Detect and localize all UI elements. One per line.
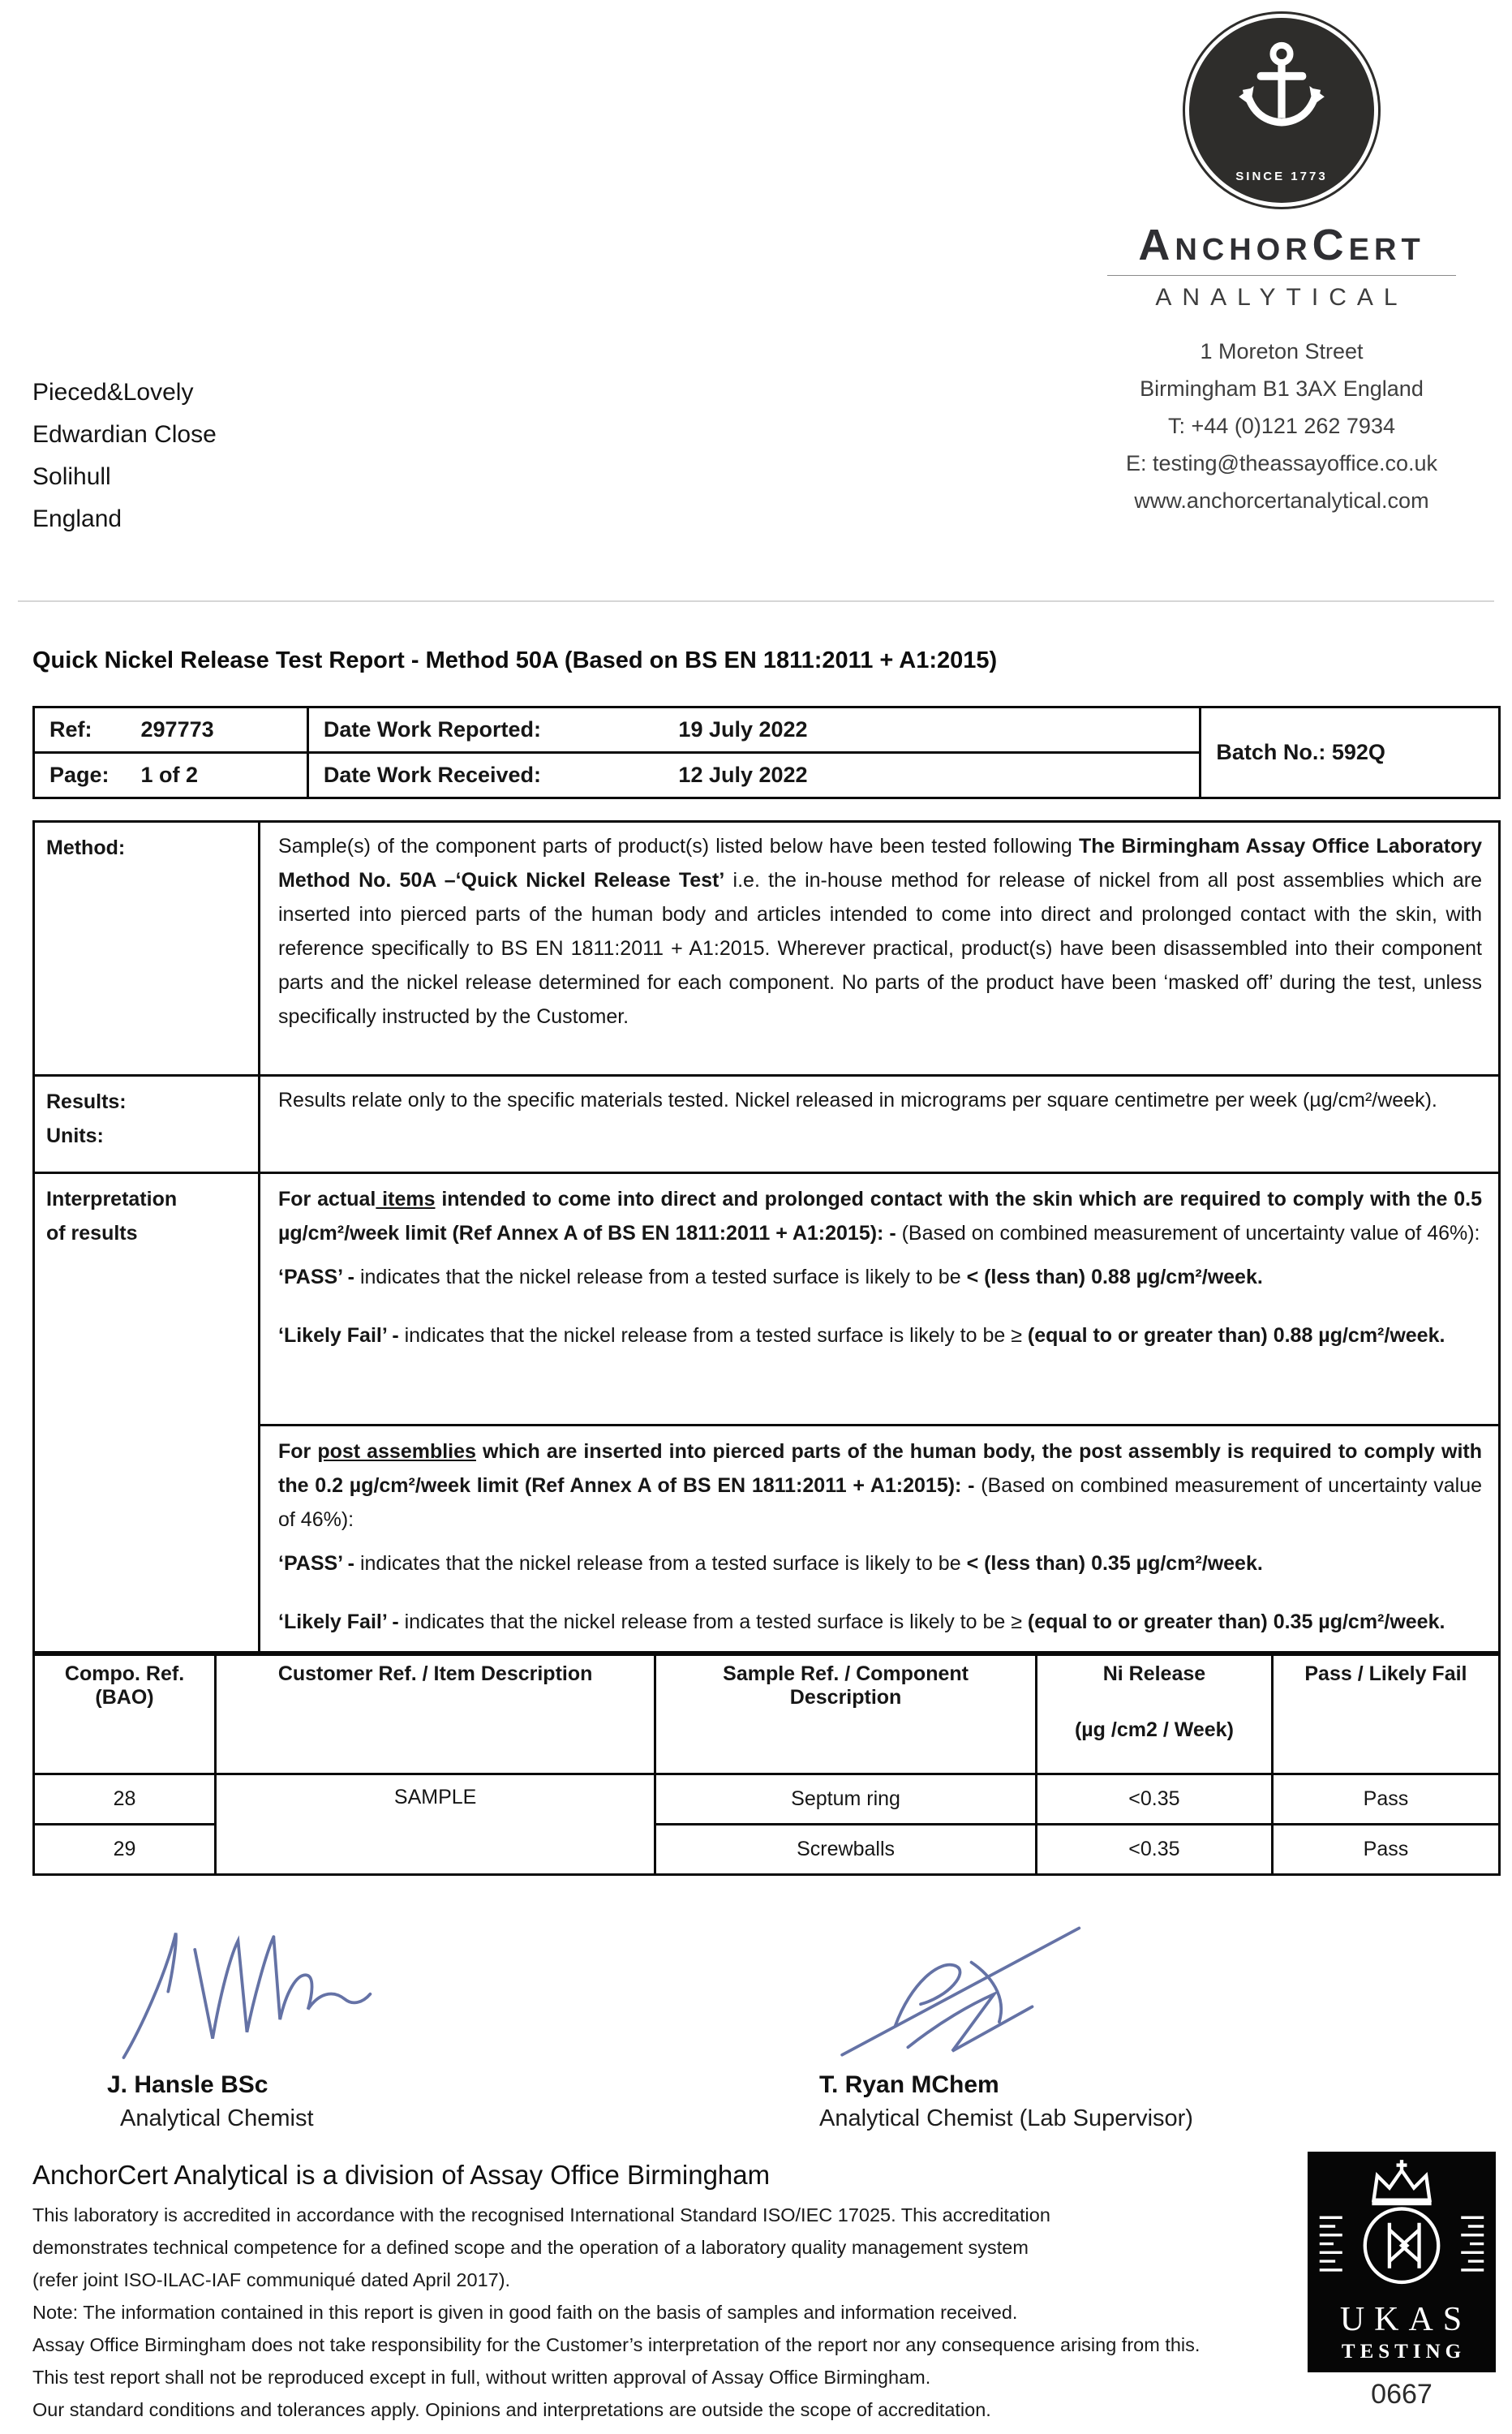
- lab-address-line: Birmingham B1 3AX England: [1140, 376, 1424, 401]
- compo-ref-cell: 29: [34, 1825, 216, 1875]
- interpretation-block-items: [260, 1174, 1498, 1424]
- result-cell: Pass: [1272, 1825, 1499, 1875]
- text-run: < (less than) 0.35 µg/cm²/week.: [966, 1552, 1263, 1575]
- method-table: [32, 820, 1501, 1653]
- header-line: Customer Ref. / Item Description: [277, 1662, 593, 1685]
- table-row: [34, 707, 1500, 753]
- column-header-compo-ref: [34, 1655, 216, 1774]
- text-run: indicates that the nickel release from a tested surface is likely to be ≥: [404, 1610, 1028, 1633]
- lab-address-email: E: testing@theassayoffice.co.uk: [1125, 450, 1438, 475]
- text-run: indicates that the nickel release from a tested surface is likely to be ≥: [404, 1324, 1028, 1347]
- footer-line: Assay Office Birmingham does not take responsibility for the Customer’s interpretation of the report nor any consequence arising from this.: [32, 2334, 1201, 2355]
- text-run: < (less than) 0.88 µg/cm²/week.: [966, 1266, 1263, 1288]
- signatory-name: J. Hansle BSc: [107, 2071, 268, 2098]
- ukas-crown-emblem-icon: [1314, 2158, 1489, 2294]
- text-run: indicates that the nickel release from a tested surface is likely to be: [359, 1552, 967, 1575]
- results-units-row: [35, 1074, 1498, 1172]
- interpretation-content: [260, 1174, 1498, 1651]
- posts-fail-definition: [278, 1605, 1482, 1639]
- tables-region: [32, 706, 1501, 1876]
- brand-subtitle: ANALYTICAL: [1155, 283, 1408, 311]
- signatory-name: T. Ryan MChem: [819, 2071, 999, 2098]
- company-logo-block: [1102, 11, 1462, 519]
- date-received-label: Date Work Received:: [323, 763, 542, 787]
- footer-line: Note: The information contained in this report is given in good faith on the basis of samples and information received.: [32, 2302, 1018, 2323]
- brand-name: AnchorCert: [1138, 221, 1425, 269]
- items-pass-definition: [278, 1260, 1482, 1294]
- ukas-wordmark: UKAS: [1339, 2301, 1472, 2338]
- text-run: which are inserted into pierced parts of the human body, the post assembly is required to comply with the 0.2 µg/cm²/week limit (Ref Annex A of BS EN 1811:2011 + A1:2015): -: [278, 1440, 1483, 1497]
- footer-line: (refer joint ISO-ILAC-IAF communiqué dated April 2017).: [32, 2269, 511, 2290]
- page-label: Page:: [49, 763, 110, 787]
- lab-address-line: 1 Moreton Street: [1200, 338, 1364, 363]
- interpretation-block-posts: [260, 1424, 1498, 1651]
- page-title: Quick Nickel Release Test Report - Method 50A (Based on BS EN 1811:2011 + A1:2015): [32, 647, 998, 673]
- results-header-row: [34, 1655, 1500, 1774]
- footer-line: Our standard conditions and tolerances apply. Opinions and interpretations are outside the scope of accreditation.: [32, 2399, 991, 2420]
- reference-table: [32, 706, 1501, 799]
- table-row: [34, 1774, 1500, 1825]
- column-header-ni-release: [1036, 1655, 1272, 1774]
- anchor-icon: [1228, 36, 1335, 143]
- text-run: For actual: [278, 1188, 376, 1211]
- text-run: (equal to or greater than) 0.88 µg/cm²/week.: [1027, 1324, 1445, 1347]
- ukas-accreditation-number: 0667: [1371, 2379, 1433, 2410]
- signature-block-right: [819, 1905, 1225, 2132]
- compo-ref-cell: 28: [34, 1774, 216, 1825]
- interpretation-row: [35, 1172, 1498, 1651]
- posts-pass-definition: [278, 1546, 1482, 1580]
- header-line: Sample Ref. / Component: [723, 1662, 969, 1685]
- customer-address-line: England: [32, 505, 122, 532]
- footer-line: This laboratory is accredited in accordance with the recognised International Standard ISO/IEC 17025. This accreditation: [32, 2204, 1050, 2225]
- text-run: indicates that the nickel release from a tested surface is likely to be: [359, 1266, 967, 1288]
- brand-divider: [1107, 275, 1456, 276]
- units-label: Units:: [46, 1125, 104, 1147]
- column-header-pass-fail: [1272, 1655, 1499, 1774]
- header-unit-line: (µg /cm2 / Week): [1074, 1718, 1234, 1741]
- lab-address-block: [1102, 333, 1462, 519]
- text-run-underlined: post assemblies: [317, 1440, 476, 1463]
- result-cell: Pass: [1272, 1774, 1499, 1825]
- text-run: (equal to or greater than) 0.35 µg/cm²/week.: [1027, 1610, 1445, 1633]
- signature-jhansle: [96, 1905, 477, 2064]
- header-line: Pass / Likely Fail: [1304, 1662, 1467, 1685]
- header-divider: [18, 600, 1494, 602]
- text-run: ‘PASS’ -: [278, 1266, 360, 1288]
- column-header-customer-ref: [216, 1655, 655, 1774]
- logo-circle: [1189, 18, 1374, 203]
- signature-tryan: [819, 1905, 1225, 2064]
- header-text: [40, 1662, 209, 1766]
- ukas-logo-box: [1308, 2152, 1496, 2372]
- ni-release-cell: <0.35: [1036, 1825, 1272, 1875]
- signatory-title: Analytical Chemist (Lab Supervisor): [819, 2105, 1193, 2131]
- text-run: intended to come into direct and prolonged contact with the skin which are required to comply with the 0.5 µg/cm²/week limit (Ref Annex A of BS EN 1811:2011 + A1:2015): -: [278, 1188, 1482, 1245]
- logo-since-text: SINCE 1773: [1235, 170, 1328, 183]
- results-units-text: Results relate only to the specific materials tested. Nickel released in micrograms per square centimetre per week (µg/cm²/week).: [278, 1089, 1437, 1112]
- method-text-regular: Sample(s) of the component parts of product(s) listed below have been tested following: [278, 835, 1079, 858]
- method-text-bold: The Birmingham Assay Office Laboratory Method No. 50A –‘Quick Nickel Release Test’: [278, 835, 1482, 892]
- interpretation-label-line: Interpretation: [46, 1188, 178, 1211]
- customer-ref-cell: SAMPLE: [216, 1774, 655, 1875]
- footer-block: [32, 2160, 1298, 2426]
- items-fail-definition: [278, 1318, 1482, 1352]
- items-rule-intro: [278, 1182, 1482, 1250]
- footer-line: demonstrates technical competence for a defined scope and the operation of a laboratory quality management system: [32, 2237, 1029, 2258]
- text-run: ‘Likely Fail’ -: [278, 1324, 405, 1347]
- header-line: (BAO): [95, 1686, 154, 1709]
- date-reported-label: Date Work Reported:: [323, 717, 541, 742]
- signature-block-left: [96, 1905, 477, 2132]
- text-run-underlined: items: [376, 1188, 436, 1211]
- sample-ref-cell: Septum ring: [655, 1774, 1037, 1825]
- text-run: ‘Likely Fail’ -: [278, 1610, 405, 1633]
- text-run: For: [278, 1440, 318, 1463]
- customer-address-line: Solihull: [32, 463, 111, 490]
- customer-name: Pieced&Lovely: [32, 379, 194, 406]
- date-reported-value: 19 July 2022: [678, 717, 808, 742]
- ref-value: 297773: [140, 717, 214, 742]
- logo-outer-ring: [1183, 11, 1381, 209]
- results-units-label: [35, 1077, 260, 1172]
- method-label: Method:: [35, 823, 260, 1074]
- method-text: [260, 823, 1498, 1074]
- column-header-sample-ref: [655, 1655, 1037, 1774]
- interpretation-label-line: of results: [46, 1222, 138, 1245]
- text-run: (Based on combined measurement of uncertainty value of 46%):: [278, 1474, 1482, 1531]
- header-line: Compo. Ref.: [64, 1662, 185, 1685]
- interpretation-label: [35, 1174, 260, 1651]
- results-label: Results:: [46, 1090, 127, 1113]
- ni-release-cell: <0.35: [1036, 1774, 1272, 1825]
- customer-address-line: Edwardian Close: [32, 421, 217, 448]
- results-table: [32, 1653, 1501, 1876]
- date-received-value: 12 July 2022: [678, 763, 808, 787]
- ukas-accreditation-mark: [1308, 2152, 1496, 2410]
- posts-rule-intro: [278, 1434, 1482, 1537]
- ref-label: Ref:: [49, 717, 92, 742]
- customer-address-block: [32, 372, 217, 540]
- lab-address-phone: T: +44 (0)121 262 7934: [1168, 413, 1395, 438]
- footer-heading: AnchorCert Analytical is a division of Assay Office Birmingham: [32, 2160, 771, 2190]
- page-value: 1 of 2: [140, 763, 199, 787]
- method-row: [35, 823, 1498, 1074]
- signatory-title: Analytical Chemist: [120, 2105, 314, 2131]
- footer-line: This test report shall not be reproduced except in full, without written approval of Assay Office Birmingham.: [32, 2367, 931, 2388]
- sample-ref-cell: Screwballs: [655, 1825, 1037, 1875]
- ukas-testing-label: TESTING: [1341, 2341, 1467, 2363]
- text-run: (Based on combined measurement of uncertainty value of 46%):: [901, 1222, 1480, 1245]
- header-line: Description: [789, 1686, 902, 1709]
- text-run: ‘PASS’ -: [278, 1552, 360, 1575]
- batch-number: Batch No.: 592Q: [1201, 707, 1500, 798]
- header-line: Ni Release: [1102, 1662, 1206, 1685]
- lab-address-website: www.anchorcertanalytical.com: [1134, 488, 1429, 513]
- method-text-regular: i.e. the in-house method for release of nickel from all post assemblies which are inserted into pierced parts of the human body and articles intended to come into direct and prolonged contact with the skin, with reference specifically to BS EN 1811:2011 + A1:2015. Wherever practical, product(s) have been disassembled into their component parts and the nickel release determined for each component. No parts of the product have been ‘masked off’ during the test, unless specifically instructed by the Customer.: [278, 869, 1482, 1028]
